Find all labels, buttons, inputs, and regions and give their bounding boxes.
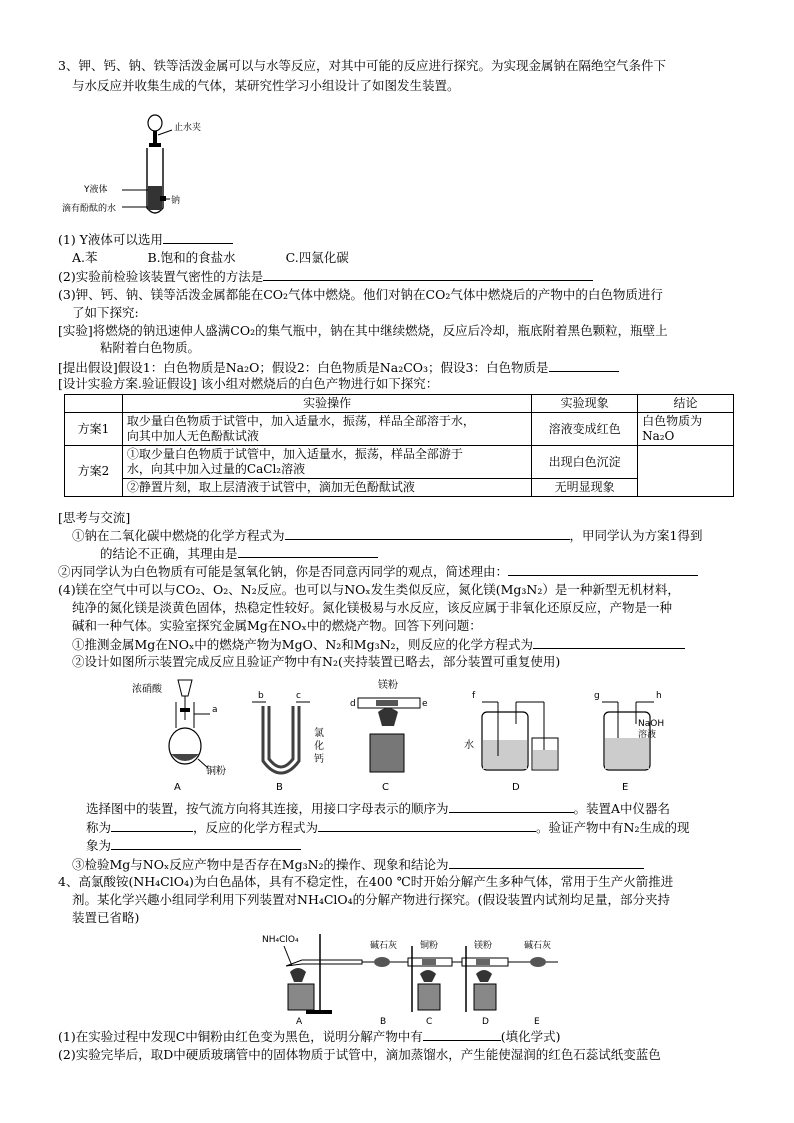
q4-line2: 剂。某化学兴趣小组同学利用下列装置对NH₄ClO₄的分解产物进行探究。(假设装置内试剂均足量，部分夹持 [72,892,671,907]
q3-intro-line2: 与水反应并收集生成的气体，某研究性学习小组设计了如图发生装置。 [72,78,460,93]
header-phenomenon: 实验现象 [532,395,638,413]
experiment-line1: [实验]将燃烧的钠迅速伸人盛满CO₂的集气瓶中，钠在其中继续燃烧，反应后冷却，瓶底附着黑色颗粒，瓶壁上 [58,323,668,338]
answer-blank[interactable] [423,1028,501,1041]
think-1-line1: ①钠在二氧化碳中燃烧的化学方程式为 ，甲同学认为方案1得到 [72,528,703,543]
answer-blank[interactable] [318,819,536,832]
think-1-line2: 的结论不正确，其理由是 [100,545,378,561]
label-copper-powder-2: 铜粉 [420,941,439,951]
port-d: d [350,699,356,709]
q3-part4-sub3: ③检验Mg与NOₓ反应产物中是否存在Mg₃N₂的操作、现象和结论为 [72,856,644,872]
label-stop-clip: 止水夹 [174,123,202,133]
label-nh4clo4: NH₄ClO₄ [262,935,299,945]
answer-blank[interactable] [238,545,378,558]
label-mg-powder: 镁粉 [378,680,398,691]
select-line2: 称为 ，反应的化学方程式为 。验证产物中有N₂生成的现 [86,820,690,835]
label-soda-lime-2: 碱石灰 [524,941,552,951]
scheme-2: 方案2 [65,446,123,497]
select-line1: 选择图中的装置，按气流方向将其连接，用接口字母表示的顺序为 。装置A中仪器名 [86,801,671,816]
port-g: g [594,691,600,701]
select-line3: 象为 [86,837,301,853]
label-water: 水 [464,740,474,751]
q4-part1: (1)在实验过程中发现C中铜粉由红色变为黑色，说明分解产物中有 (填化学式) [58,1029,561,1044]
answer-blank[interactable] [111,819,193,832]
answer-blank[interactable] [449,856,644,869]
label-apparatus-a: A [174,782,181,793]
label-q4-c: C [426,1017,433,1026]
label-apparatus-c: C [382,782,389,793]
answer-blank[interactable] [449,800,574,813]
q3-part3-line1: (3)钾、钙、钠、镁等活泼金属都能在CO₂气体中燃烧。他们对钠在CO₂气体中燃烧后的产物中的白色物质进行 [58,287,663,302]
figure-nh4clo4-apparatus [262,926,572,1026]
scheme-1: 方案1 [65,413,123,446]
scheme-2-conclusion[interactable] [638,446,734,497]
label-y-liquid: Y液体 [84,185,108,195]
label-q4-a: A [296,1017,303,1026]
label-naoh: NaOH [638,719,665,729]
q3-part4-line3: 碱和一种气体。实验室探究金属Mg在NOₓ中的燃烧产物。回答下列问题： [72,618,482,633]
q3-part4-line2: 纯净的氮化镁是淡黄色固体，热稳定性较好。氮化镁极易与水反应，该反应属于非氧化还原反应，产物是一种 [72,600,673,615]
q3-part2: (2)实验前检验该装置气密性的方法是 [58,268,593,284]
label-apparatus-d: D [512,782,520,793]
scheme-1-operation: 取少量白色物质于试管中，加入适量水，振荡，样品全部溶于水， 向其中加人无色酚酞试液 [122,413,531,446]
label-q4-e: E [534,1017,540,1026]
label-cacl2-3: 钙 [314,754,324,765]
figure-na-water-apparatus [62,108,202,220]
header-operation: 实验操作 [122,395,531,413]
hypothesis-line: [提出假设]假设1：白色物质是Na₂O；假设2：白色物质是Na₂CO₃；假设3：白色物质是 [58,359,619,375]
q3-intro-line1: 3、钾、钙、钠、铁等活泼金属可以与水等反应，对其中可能的反应进行探究。为实现金属钠在隔绝空气条件下 [58,58,666,73]
answer-blank[interactable] [508,563,698,576]
port-h: h [656,691,662,701]
q3-part3-line2: 了如下探究: [72,305,139,320]
q3-part4-line1: (4)镁在空气中可以与CO₂、O₂、N₂反应。也可以与NOₓ发生类似反应，氮化镁(Mg₃N₂）是一种新型无机材料， [58,582,680,597]
label-soda-lime-1: 碱石灰 [370,941,398,951]
scheme-2-operation-2: ②静置片刻，取上层清液于试管中，滴加无色酚酞试液 [122,479,531,497]
answer-blank[interactable] [549,359,619,372]
label-copper-powder: 铜粉 [206,766,226,777]
scheme-2-phenomenon-1: 出现白色沉淀 [532,446,638,479]
experiment-line2: 粘附着白色物质。 [100,340,201,355]
port-b: b [258,691,264,701]
scheme-2-phenomenon-2: 无明显现象 [532,479,638,497]
q4-line3: 装置已省略) [72,910,140,925]
experiment-table [64,394,734,497]
label-q4-d: D [482,1017,489,1026]
answer-blank[interactable] [163,231,233,244]
label-mg-powder-2: 镁粉 [474,941,493,951]
q3-part1-options: A.苯 B.饱和的食盐水 C.四氯化碳 [72,250,349,265]
header-conclusion: 结论 [638,395,734,413]
think-2: ②丙同学认为白色物质有可能是氢氧化钠，你是否同意丙同学的观点，简述理由： [58,563,698,579]
scheme-2-operation-1: ①取少量白色物质于试管中，加入适量水，振荡，样品全部游于 水，向其中加入过量的CaCl₂溶液 [122,446,531,479]
label-conc-nitric-acid: 浓硝酸 [132,684,162,695]
q4-part2: (2)实验完毕后，取D中硬质玻璃管中的固体物质于试管中，滴加蒸馏水，产生能使湿润的红色石蕊试纸变蓝色 [58,1047,661,1062]
label-q4-b: B [380,1017,387,1026]
scheme-1-phenomenon: 溶液变成红色 [532,413,638,446]
label-sodium: 钠 [171,196,181,206]
label-solution: 溶液 [638,730,657,740]
scheme-1-conclusion: 白色物质为 Na₂O [638,413,734,446]
think-heading: [思考与交流] [58,510,131,525]
port-c: c [296,691,301,701]
label-apparatus-e: E [622,782,629,793]
q3-part4-sub2: ②设计如图所示装置完成反应且验证产物中有N₂(夹持装置已略去，部分装置可重复使用) [72,654,561,669]
design-line: [设计实验方案.验证假设] 该小组对燃烧后的白色产物进行如下探究： [58,376,439,391]
answer-blank[interactable] [285,527,570,540]
port-f: f [472,691,476,701]
answer-blank[interactable] [533,636,685,649]
port-a: a [212,705,218,715]
label-cacl2-2: 化 [314,741,324,752]
label-cacl2-1: 氯 [314,728,324,739]
answer-blank[interactable] [111,837,301,850]
q3-part1: (1) Y液体可以选用 [58,231,233,247]
q4-line1: 4、高氯酸铵(NH₄ClO₄)为白色晶体，具有不稳定性，在400 ℃时开始分解产生多种气体，常用于生产火箭推进 [58,874,674,889]
port-e: e [422,699,428,709]
q3-part4-sub1: ①推测金属Mg在NOₓ中的燃烧产物为MgO、N₂和Mg₃N₂，则反应的化学方程式为 [72,636,685,652]
figure-mg-nox-apparatus [126,676,686,794]
label-phenol-water: 滴有酚酞的水 [62,204,117,214]
label-apparatus-b: B [276,782,283,793]
answer-blank[interactable] [263,268,593,281]
